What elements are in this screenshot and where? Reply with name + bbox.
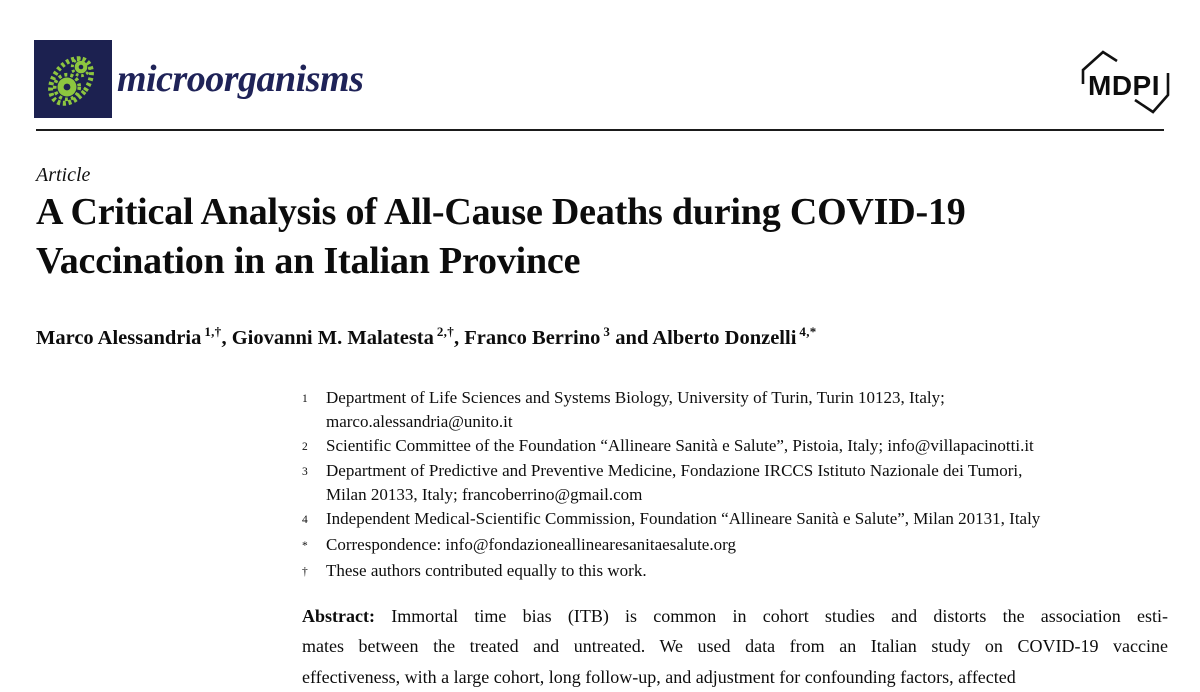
mdpi-wordmark: MDPI xyxy=(1088,70,1160,101)
abstract-line: mates between the treated and untreated. We used data from an Italian study on COVID-19 vaccine xyxy=(302,636,1168,657)
affiliation-row xyxy=(302,459,1182,507)
journal-logo xyxy=(34,40,112,118)
abstract-line xyxy=(302,601,1168,631)
author-line xyxy=(36,324,1156,350)
article-type-label: Article xyxy=(36,164,91,186)
affiliation-marker: * xyxy=(302,539,309,552)
affiliation-marker: 3 xyxy=(302,466,309,479)
affiliation-text xyxy=(326,434,1034,460)
affiliation-line: Correspondence: info@fondazioneallinearesanitaesalute.org xyxy=(326,534,736,554)
author-name: Marco Alessandria xyxy=(36,326,202,349)
journal-name: microorganisms xyxy=(117,58,364,100)
title-line: Vaccination in an Italian Province xyxy=(36,240,581,282)
header-divider xyxy=(36,129,1164,131)
affiliation-marker: 2 xyxy=(302,440,309,453)
author-separator: and xyxy=(610,326,653,349)
affiliation-row xyxy=(302,533,1182,559)
abstract-text: Immortal time bias (ITB) is common in cohort studies and distorts the association esti- xyxy=(374,606,1168,626)
author-superscript: 3 xyxy=(603,324,611,339)
microbe-gears-icon xyxy=(34,40,112,118)
author-superscript: 1,† xyxy=(204,324,222,339)
affiliation-line: Department of Predictive and Preventive Medicine, Fondazione IRCCS Istituto Nazionale dei Tumori, xyxy=(326,461,1023,481)
author-name: Giovanni M. Malatesta xyxy=(231,326,434,349)
affiliation-row xyxy=(302,559,1182,585)
affiliation-marker: 1 xyxy=(302,393,309,405)
author-separator: , xyxy=(221,326,232,349)
affiliation-line: marco.alessandria@unito.it xyxy=(326,411,513,431)
author-name: Franco Berrino xyxy=(464,326,601,349)
article-title xyxy=(36,188,1136,286)
affiliation-marker: 4 xyxy=(302,513,309,526)
affiliation-row xyxy=(302,386,1182,434)
mdpi-logo xyxy=(1076,48,1174,114)
affiliation-list xyxy=(302,386,1182,584)
affiliation-line: These authors contributed equally to this work. xyxy=(326,560,647,580)
affiliation-text xyxy=(326,533,736,559)
abstract-line: effectiveness, with a large cohort, long follow-up, and adjustment for confounding factors, affected xyxy=(302,666,1016,687)
affiliation-text xyxy=(326,559,647,585)
affiliation-line: Scientific Committee of the Foundation “Allineare Sanità e Salute”, Pistoia, Italy; info@villapacinotti.it xyxy=(326,435,1034,455)
author-superscript: 2,† xyxy=(436,324,455,339)
affiliation-row xyxy=(302,507,1182,533)
affiliation-line: Milan 20133, Italy; francoberrino@gmail.com xyxy=(326,485,643,505)
affiliation-text xyxy=(326,507,1040,533)
affiliation-text xyxy=(326,386,945,434)
abstract xyxy=(302,601,1168,692)
abstract-label: Abstract: xyxy=(302,606,375,626)
author-separator: , xyxy=(454,326,465,349)
affiliation-line: Independent Medical-Scientific Commission, Foundation “Allineare Sanità e Salute”, Milan 20131, Italy xyxy=(326,508,1041,528)
affiliation-text xyxy=(326,459,1022,507)
author-name: Alberto Donzelli xyxy=(652,326,797,349)
affiliation-line: Department of Life Sciences and Systems Biology, University of Turin, Turin 10123, Italy; xyxy=(326,388,945,407)
affiliation-row xyxy=(302,434,1182,460)
title-line: A Critical Analysis of All-Cause Deaths during COVID-19 xyxy=(36,191,966,233)
author-superscript: 4,* xyxy=(799,324,817,339)
affiliation-marker: † xyxy=(302,565,309,578)
